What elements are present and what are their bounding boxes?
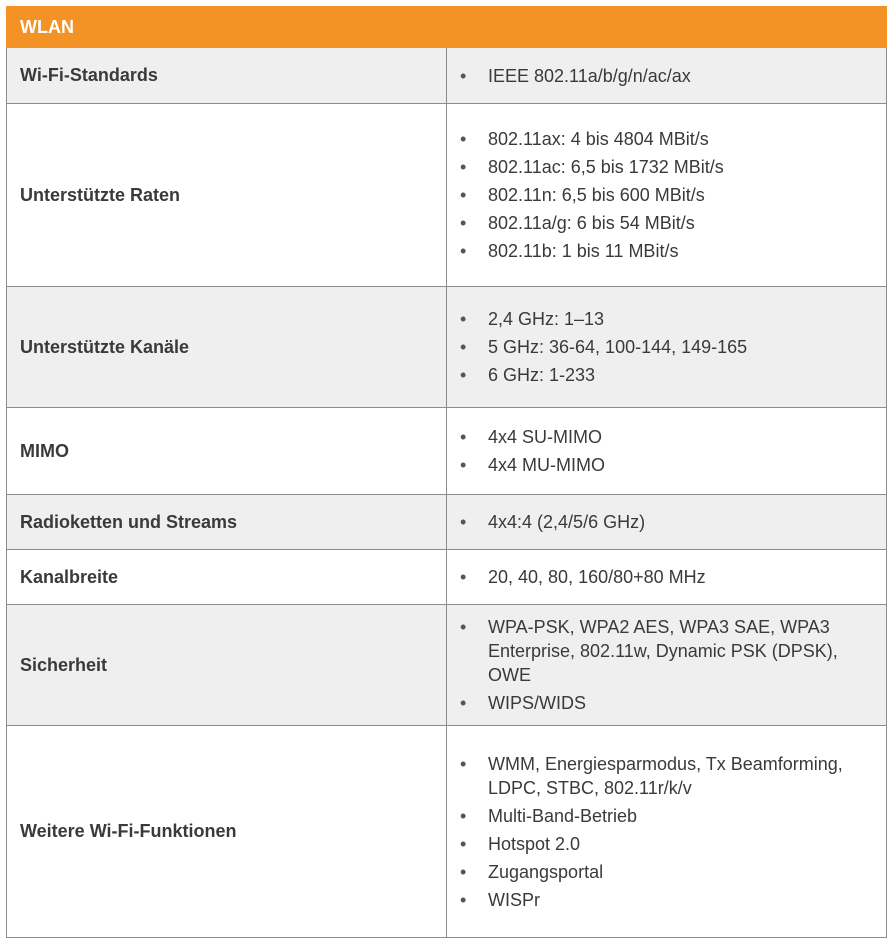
spec-value xyxy=(447,550,887,605)
spec-row-security xyxy=(7,605,887,726)
spec-value xyxy=(447,605,887,726)
spec-value-item: • Zugangsportal xyxy=(447,860,876,884)
spec-value xyxy=(447,287,887,408)
spec-label: MIMO xyxy=(7,408,447,495)
spec-row-channel-width xyxy=(7,550,887,605)
spec-value xyxy=(447,48,887,104)
spec-value xyxy=(447,408,887,495)
spec-value-item: • 802.11n: 6,5 bis 600 MBit/s xyxy=(447,183,876,207)
spec-value-item: • Hotspot 2.0 xyxy=(447,832,876,856)
spec-row-supported-channels xyxy=(7,287,887,408)
spec-label: Wi-Fi-Standards xyxy=(7,48,447,104)
spec-label: Weitere Wi-Fi-Funktionen xyxy=(7,726,447,938)
spec-label: Radioketten und Streams xyxy=(7,495,447,550)
spec-value-item: • 20, 40, 80, 160/80+80 MHz xyxy=(447,565,876,589)
spec-label: Unterstützte Kanäle xyxy=(7,287,447,408)
spec-value xyxy=(447,104,887,287)
spec-label: Unterstützte Raten xyxy=(7,104,447,287)
spec-row-supported-rates xyxy=(7,104,887,287)
spec-value-item: • 5 GHz: 36-64, 100-144, 149-165 xyxy=(447,335,876,359)
spec-value-item: • 802.11ac: 6,5 bis 1732 MBit/s xyxy=(447,155,876,179)
spec-value-item: • IEEE 802.11a/b/g/n/ac/ax xyxy=(447,64,876,88)
table-title: WLAN xyxy=(7,7,887,48)
spec-row-mimo xyxy=(7,408,887,495)
spec-value-item: • 2,4 GHz: 1–13 xyxy=(447,307,876,331)
spec-value-item: • WIPS/WIDS xyxy=(447,691,876,715)
spec-value-item: • 4x4 MU-MIMO xyxy=(447,453,876,477)
spec-value xyxy=(447,726,887,938)
spec-value-item: • 4x4:4 (2,4/5/6 GHz) xyxy=(447,510,876,534)
spec-value-item: • Multi-Band-Betrieb xyxy=(447,804,876,828)
spec-label: Kanalbreite xyxy=(7,550,447,605)
spec-value-item: • 6 GHz: 1-233 xyxy=(447,363,876,387)
spec-value xyxy=(447,495,887,550)
spec-row-wifi-standards xyxy=(7,48,887,104)
spec-value-item: • 802.11ax: 4 bis 4804 MBit/s xyxy=(447,127,876,151)
spec-value-item: • WISPr xyxy=(447,888,876,912)
spec-row-more-features xyxy=(7,726,887,938)
table-header-row xyxy=(7,7,887,48)
spec-row-radio-chains xyxy=(7,495,887,550)
spec-value-item: • WPA-PSK, WPA2 AES, WPA3 SAE, WPA3 Enterprise, 802.11w, Dynamic PSK (DPSK), OWE xyxy=(447,615,876,687)
wlan-spec-table xyxy=(6,6,887,938)
spec-value-item: • WMM, Energiesparmodus, Tx Beamforming, LDPC, STBC, 802.11r/k/v xyxy=(447,752,876,800)
spec-value-item: • 802.11b: 1 bis 11 MBit/s xyxy=(447,239,876,263)
spec-value-item: • 4x4 SU-MIMO xyxy=(447,425,876,449)
spec-label: Sicherheit xyxy=(7,605,447,726)
spec-value-item: • 802.11a/g: 6 bis 54 MBit/s xyxy=(447,211,876,235)
